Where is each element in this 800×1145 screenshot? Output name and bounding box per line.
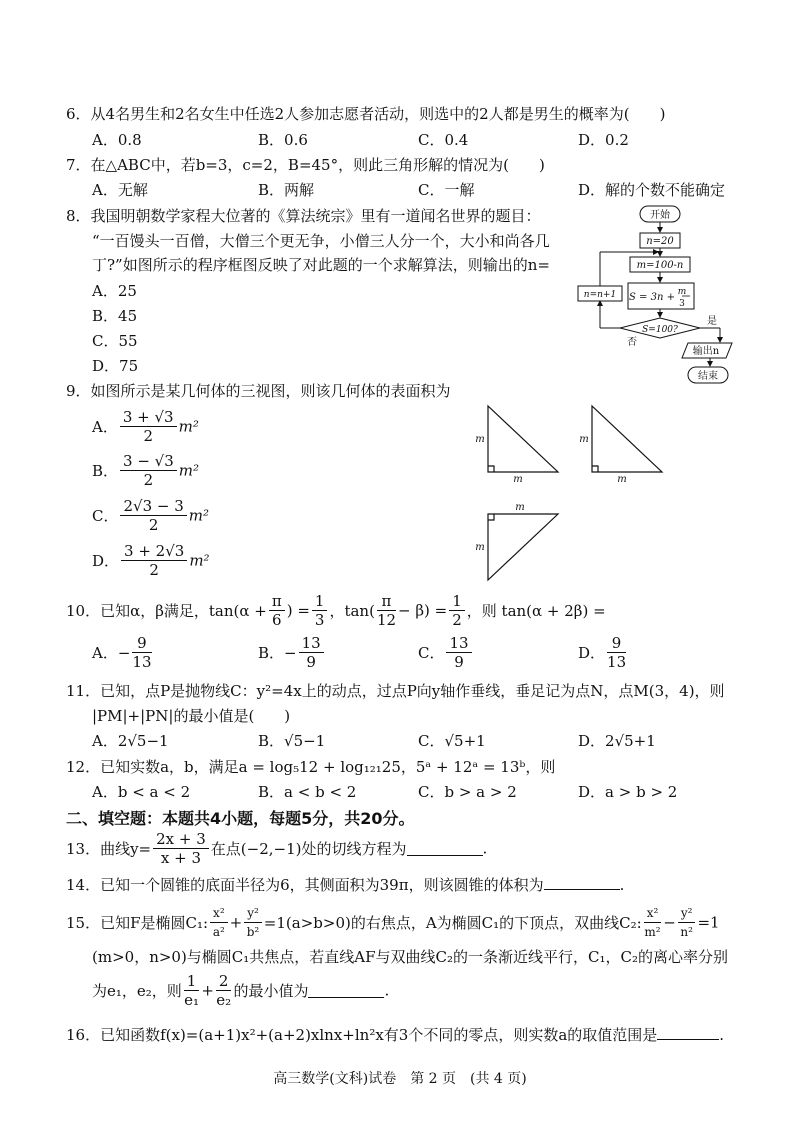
q15-line-2: (m>0，n>0)与椭圆C₁共焦点，若直线AF与双曲线C₂的一条渐近线平行，C₁，C₂的离心率分别 <box>92 948 729 966</box>
q8-option-a: A．25 <box>92 282 137 300</box>
flow-s-num: m <box>677 287 687 297</box>
q10-stem: 10．已知α，β满足，tan(α + $\frac{\pi}{6}$ ) = $\frac{1}{3}$ ，tan( $\frac{\pi}{12}$ − β) = $\frac{1}{2}$ ，则 tan(α + 2β) = <box>66 592 606 629</box>
front-view-base-label: m <box>513 474 523 485</box>
q7-option-b: B．两解 <box>258 181 315 199</box>
flow-m-text: m=100-n <box>636 260 684 271</box>
top-view-side-label: m <box>475 542 485 553</box>
side-view <box>592 406 662 472</box>
flow-s-den: 3 <box>679 299 685 309</box>
q8-flowchart <box>570 200 750 390</box>
flow-end-text: 结束 <box>698 371 718 382</box>
q8-line-2: “一百馒头一百僧，大僧三个更无争，小僧三人分一个，大小和尚各几 <box>92 232 550 250</box>
q7-option-d: D．解的个数不能确定 <box>578 181 726 199</box>
q11-option-d: D．2√5+1 <box>578 732 656 750</box>
q6-option-b: B．0.6 <box>258 131 308 149</box>
q9-option-a: A． $\frac{3 + √3}{2}$ m² <box>92 408 199 445</box>
q15-answer-blank[interactable] <box>308 983 384 998</box>
q16-stem: 16．已知函数f(x)=(a+1)x²+(a+2)xlnx+ln²x有3个不同的零点，则实数a的取值范围是 . <box>66 1026 725 1044</box>
q8-line-1: 8．我国明朝数学家程大位著的《算法统宗》里有一道闻名世界的题目： <box>66 207 541 225</box>
q11-option-b: B．√5−1 <box>258 732 326 750</box>
q7-option-c: C．一解 <box>418 181 475 199</box>
q11-line-1: 11．已知，点P是抛物线C：y²=4x上的动点，过点P向y轴作垂线，垂足记为点N，点M(3，4)，则 <box>66 682 725 700</box>
q12-option-b: B．a < b < 2 <box>258 783 357 801</box>
top-view <box>488 514 558 580</box>
q12-option-c: C．b > a > 2 <box>418 783 517 801</box>
q12-option-a: A．b < a < 2 <box>92 783 191 801</box>
q11-option-a: A．2√5−1 <box>92 732 169 750</box>
q8-line-3: 丁?”如图所示的程序框图反映了对此题的一个求解算法，则输出的n= <box>92 256 550 274</box>
q12-stem: 12．已知实数a，b，满足a = log₅12 + log₁₂₁25，5ᵃ + 12ᵃ = 13ᵇ，则 <box>66 758 556 776</box>
q9-option-d: D． $\frac{3 + 2√3}{2}$ m² <box>92 542 210 579</box>
q14-stem: 14．已知一个圆锥的底面半径为6，其侧面积为39π，则该圆锥的体积为 . <box>66 876 625 894</box>
flow-yes-text: 是 <box>707 316 717 327</box>
flow-cond-text: S=100? <box>642 325 678 335</box>
flow-out-text: 输出n <box>692 346 720 357</box>
q7-option-a: A．无解 <box>92 181 148 199</box>
q6-option-d: D．0.2 <box>578 131 629 149</box>
q9-stem: 9．如图所示是某几何体的三视图，则该几何体的表面积为 <box>66 382 451 400</box>
q10-option-a: A．− $\frac{9}{13}$ <box>92 634 152 671</box>
q6-option-a: A．0.8 <box>92 131 142 149</box>
q10-option-d: D． $\frac{9}{13}$ <box>578 634 627 671</box>
side-view-height-label: m <box>579 434 589 445</box>
q16-answer-blank[interactable] <box>657 1025 719 1040</box>
q6-stem: 6．从4名男生和2名女生中任选2人参加志愿者活动，则选中的2人都是男生的概率为( ) <box>66 105 666 123</box>
q13-answer-blank[interactable] <box>407 841 483 856</box>
q11-line-2: |PM|+|PN|的最小值是( ) <box>92 707 291 725</box>
q11-option-c: C．√5+1 <box>418 732 486 750</box>
q7-stem: 7．在△ABC中，若b=3，c=2，B=45°，则此三角形解的情况为( ) <box>66 156 545 174</box>
front-view-height-label: m <box>475 434 485 445</box>
q10-option-b: B．− $\frac{13}{9}$ <box>258 634 326 671</box>
q8-option-d: D．75 <box>92 357 139 375</box>
q12-option-d: D．a > b > 2 <box>578 783 678 801</box>
section-2-heading: 二、填空题：本题共4小题，每题5分，共20分。 <box>66 809 415 828</box>
q13-stem: 13．曲线y= $\frac{2x + 3}{x + 3}$ 在点(−2,−1)处的切线方程为 . <box>66 830 488 867</box>
q9-option-b: B． $\frac{3 - √3}{2}$ m² <box>92 452 200 489</box>
q6-option-c: C．0.4 <box>418 131 469 149</box>
flow-s-text: S = 3n + <box>629 292 675 303</box>
q14-answer-blank[interactable] <box>544 875 620 890</box>
flow-no-text: 否 <box>627 337 637 348</box>
front-view <box>488 406 558 472</box>
flow-inc-text: n=n+1 <box>583 290 617 300</box>
side-view-base-label: m <box>617 474 627 485</box>
q9-three-views <box>470 398 670 588</box>
flow-start-text: 开始 <box>650 210 670 221</box>
q15-line-1: 15．已知F是椭圆C₁: $\frac{\text{x²}}{\text{a²}}$ + $\frac{\text{y²}}{\text{b²}}$ =1(a>b>0)的右焦点，A为椭圆C₁的下顶点，双曲线C₂: $\frac{\text{x²}}{\text{m²}}$ − $\frac{\text{y²}}{\text{n²}}$ =1 <box>66 906 720 939</box>
q8-option-b: B．45 <box>92 307 138 325</box>
q15-line-3: 为e₁，e₂，则 $\frac{1}{\text{e₁}}$ + $\frac{2}{\text{e₂}}$ 的最小值为 . <box>92 972 390 1009</box>
q10-option-c: C． $\frac{13}{9}$ <box>418 634 474 671</box>
flow-init-text: n=20 <box>646 236 674 247</box>
page-footer: 高三数学(文科)试卷 第 2 页 (共 4 页) <box>273 1071 527 1087</box>
q8-option-c: C．55 <box>92 332 138 350</box>
q9-option-c: C． $\frac{2√3 - 3}{2}$ m² <box>92 497 210 534</box>
top-view-top-label: m <box>515 502 525 513</box>
